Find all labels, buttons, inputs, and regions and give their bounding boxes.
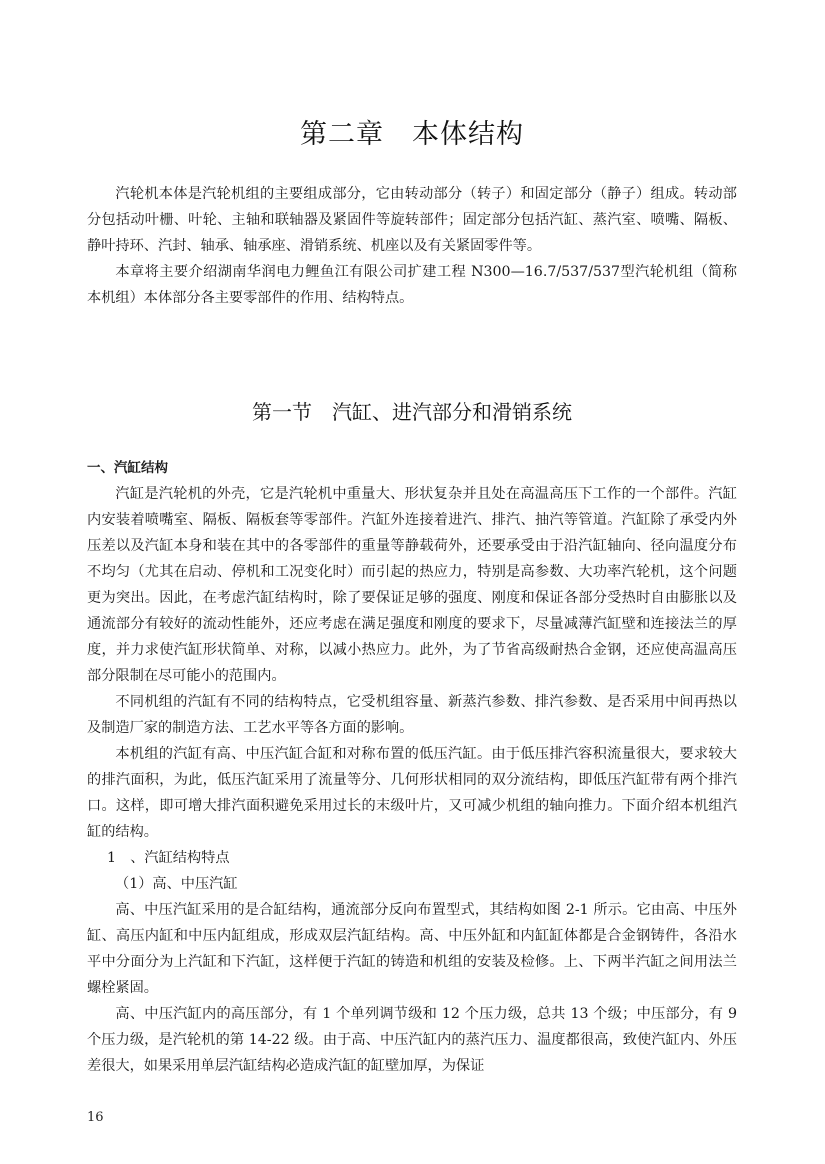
list-item-1-1: （1）高、中压汽缸 (115, 876, 238, 892)
body-paragraph-4: 高、中压汽缸采用的是合缸结构，通流部分反向布置型式，其结构如图 2-1 所示。它由高、中压外缸、高压内缸和中压内缸组成，形成双层汽缸结构。高、中压外缸和内缸缸体都是合金钢铸件，各沿水平中分面分为上汽缸和下汽缸，这样便于汽缸的铸造和机组的安装及检修。上、下两半汽缸之间用法兰螺栓紧固。 (87, 902, 737, 996)
body-paragraph-3: 本机组的汽缸有高、中压汽缸合缸和对称布置的低压汽缸。由于低压排汽容积流量很大，要求较大的排汽面积，为此，低压汽缸采用了流量等分、几何形状相同的双分流结构，即低压汽缸带有两个排汽口。这样，即可增大排汽面积避免采用过长的末级叶片，又可减少机组的轴向推力。下面介绍本机组汽缸的结构。 (87, 746, 737, 840)
intro-paragraph-2: 本章将主要介绍湖南华润电力鲤鱼江有限公司扩建工程 N300—16.7/537/537型汽轮机组（简称本机组）本体部分各主要零部件的作用、结构特点。 (87, 264, 737, 306)
chapter-title: 第二章 本体结构 (300, 119, 524, 150)
intro-paragraph-1: 汽轮机本体是汽轮机组的主要组成部分，它由转动部分（转子）和固定部分（静子）组成。转动部分包括动叶栅、叶轮、主轴和联轴器及紧固件等旋转部件；固定部分包括汽缸、蒸汽室、喷嘴、隔板、静叶持环、汽封、轴承、轴承座、滑销系统、机座以及有关紧固零件等。 (87, 186, 737, 254)
intro-block (87, 181, 737, 311)
body-paragraph-2: 不同机组的汽缸有不同的结构特点，它受机组容量、新蒸汽参数、排汽参数、是否采用中间再热以及制造厂家的制造方法、工艺水平等各方面的影响。 (87, 694, 737, 736)
body-paragraph-1: 汽缸是汽轮机的外壳，它是汽轮机中重量大、形状复杂并且处在高温高压下工作的一个部件。汽缸内安装着喷嘴室、隔板、隔板套等零部件。汽缸外连接着进汽、排汽、抽汽等管道。汽缸除了承受内外压差以及汽缸本身和装在其中的各零部件的重量等静载荷外，还要承受由于沿汽缸轴向、径向温度分布不均匀（尤其在启动、停机和工况变化时）而引起的热应力，特别是高参数、大功率汽轮机，这个问题更为突出。因此，在考虑汽缸结构时，除了要保证足够的强度、刚度和保证各部分受热时自由膨胀以及通流部分有较好的流动性能外，还应考虑在满足强度和刚度的要求下，尽量减薄汽缸壁和连接法兰的厚度，并力求使汽缸形状简单、对称，以减小热应力。此外，为了节省高级耐热合金钢，还应使高温高压部分限制在尽可能小的范围内。 (87, 486, 737, 684)
section-body (87, 455, 737, 1079)
body-paragraph-5: 高、中压汽缸内的高压部分，有 1 个单列调节级和 12 个压力级，总共 13 个级；中压部分，有 9 个压力级，是汽轮机的第 14-22 级。由于高、中压汽缸内的蒸汽压力、温度都很高，致使汽缸内、外压差很大，如果采用单层汽缸结构必造成汽缸的缸壁加厚，为保证 (87, 1006, 737, 1074)
list-item-1: 1 、汽缸结构特点 (107, 850, 230, 866)
page-number: 16 (87, 1110, 104, 1125)
subsection-heading: 一、汽缸结构 (87, 460, 168, 476)
section-title: 第一节 汽缸、进汽部分和滑销系统 (252, 400, 572, 424)
